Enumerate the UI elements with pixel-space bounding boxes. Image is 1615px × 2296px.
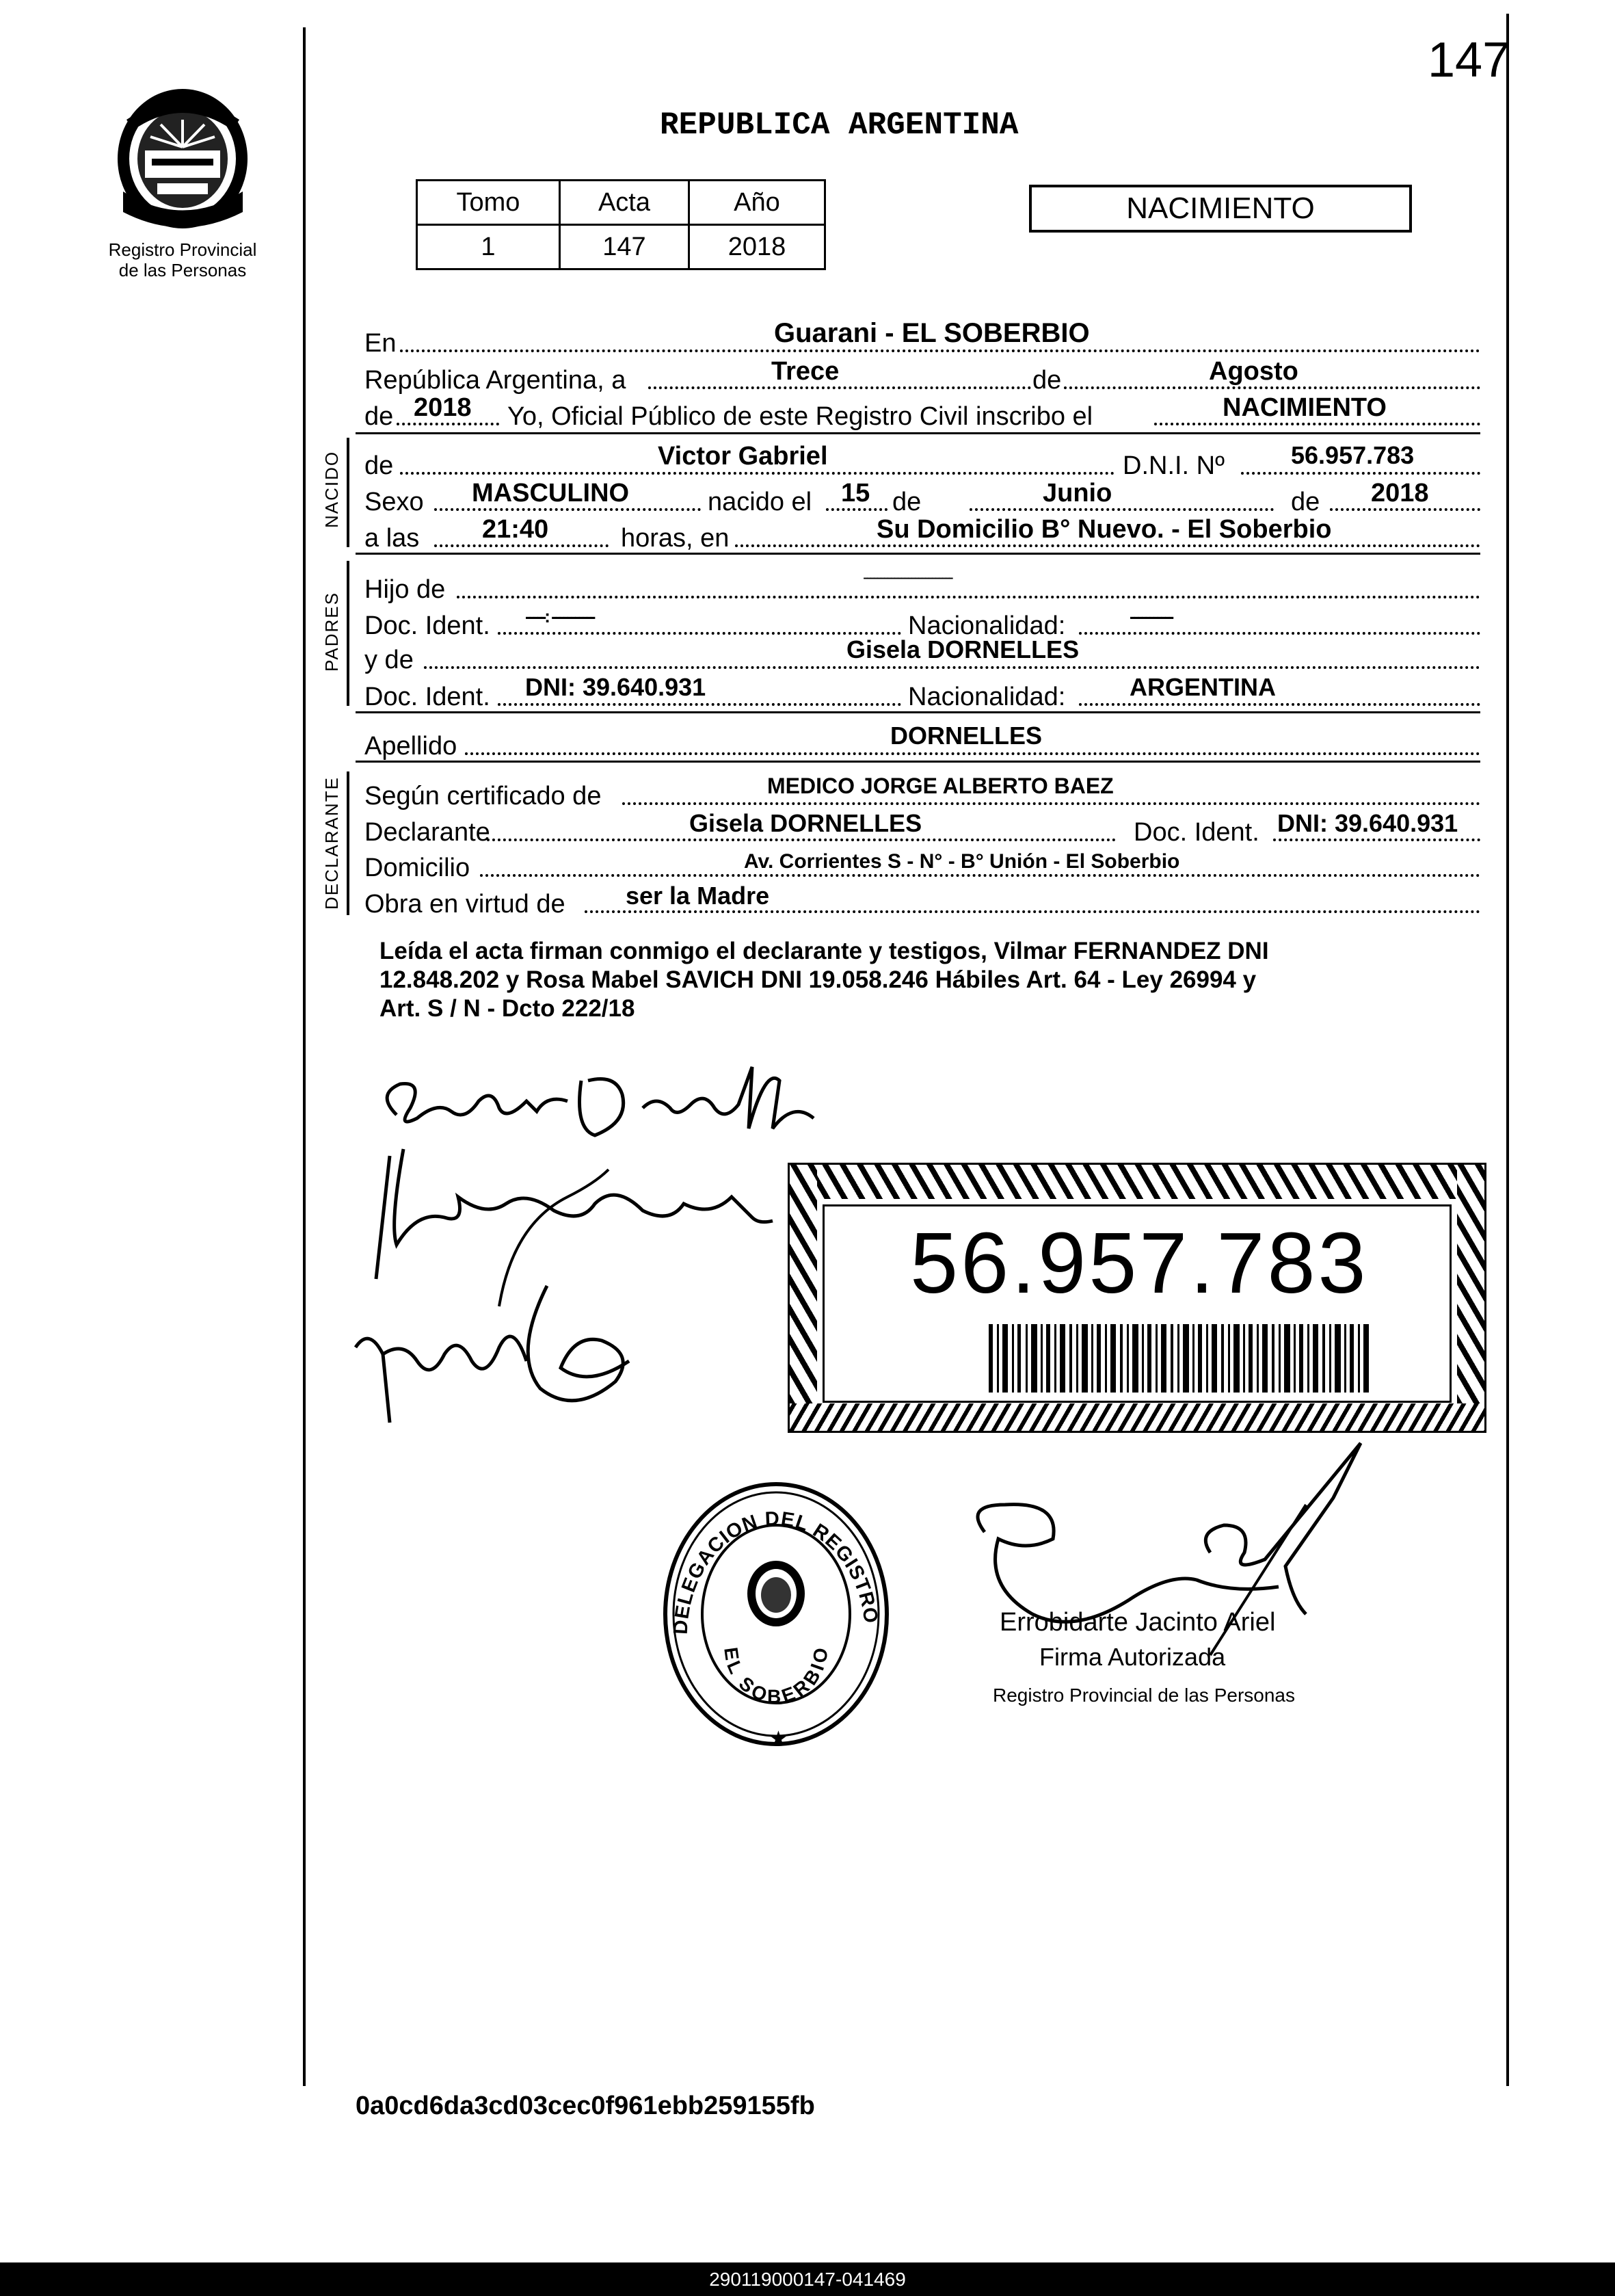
document-type: NACIMIENTO [1126, 192, 1315, 225]
dots-sexo [434, 508, 701, 511]
value-nombre: Victor Gabriel [658, 442, 828, 471]
register-value-row [417, 225, 825, 269]
dots-anio [397, 423, 499, 425]
section-bar-declarante [347, 771, 349, 915]
label-hijo-de: Hijo de [364, 575, 446, 604]
value-dia: Trece [771, 357, 840, 386]
dots-padre-doc [498, 632, 901, 635]
sticker-pattern-left [790, 1165, 817, 1433]
value-nac-mes: Junio [1043, 479, 1112, 507]
value-madre-nac: ARGENTINA [1130, 673, 1276, 701]
barcode-icon [989, 1324, 1372, 1393]
page-number: 147 [1428, 33, 1510, 88]
document-hash: 0a0cd6da3cd03cec0f961ebb259155fb [356, 2092, 815, 2120]
value-declarante-doc: DNI: 39.640.931 [1277, 809, 1458, 837]
dots-declarante [487, 839, 1116, 841]
value-domicilio: Av. Corrientes S - N° - B° Unión - El Soberbio [744, 850, 1180, 873]
left-margin-line [303, 27, 306, 2086]
closing-line2: 12.848.202 y Rosa Mabel SAVICH DNI 19.058.246 Hábiles Art. 64 - Ley 26994 y [379, 966, 1257, 993]
label-doc-ident-madre: Doc. Ident. [364, 683, 490, 711]
divider-3 [356, 711, 1480, 713]
value-anio: 2018 [414, 393, 472, 422]
dots-madre [424, 666, 1480, 669]
official-seal [660, 1477, 892, 1751]
sticker-dni-number: 56.957.783 [910, 1215, 1369, 1311]
divider-4 [356, 761, 1480, 763]
sticker-inner [823, 1204, 1452, 1403]
label-segun-certificado: Según certificado de [364, 782, 602, 810]
value-padre-nac: ----------- [1130, 606, 1173, 626]
right-margin-line [1506, 14, 1509, 2086]
signature-declarante [369, 1053, 862, 1156]
footer-bar [0, 2262, 1615, 2296]
label-de-year: de [364, 402, 394, 431]
divider-1 [356, 432, 1480, 434]
label-sexo: Sexo [364, 488, 424, 516]
value-certificado: MEDICO JORGE ALBERTO BAEZ [767, 774, 1114, 798]
dots-certificado [622, 802, 1480, 805]
dots-acto [1154, 423, 1480, 425]
label-doc-ident-declarante: Doc. Ident. [1134, 818, 1259, 847]
seal-icon [660, 1477, 892, 1751]
label-nacionalidad-padre: Nacionalidad: [908, 611, 1066, 640]
label-yo-oficial: Yo, Oficial Público de este Registro Civil inscribo el [507, 402, 1093, 431]
official-title: Firma Autorizada [1039, 1643, 1226, 1671]
dots-padre [457, 596, 1480, 598]
sticker-pattern-bottom [790, 1403, 1486, 1431]
dots-hora [434, 544, 609, 547]
dots-padre-nac [1079, 632, 1480, 635]
label-de-nac-mes: de [892, 488, 922, 516]
value-mes: Agosto [1209, 357, 1298, 386]
dots-en [400, 349, 1480, 352]
label-de-mes: de [1032, 366, 1062, 395]
label-nacido-de: de [364, 451, 394, 480]
value-obra: ser la Madre [626, 882, 770, 910]
document-type-box [1029, 185, 1412, 233]
dots-lugar-nac [735, 544, 1480, 547]
official-org: Registro Provincial de las Personas [993, 1685, 1295, 1706]
label-nacido-el: nacido el [708, 488, 812, 516]
header-title: REPUBLICA ARGENTINA [660, 107, 1019, 143]
sticker-pattern-top [790, 1165, 1486, 1199]
value-nac-dia: 15 [841, 479, 870, 507]
star-icon: ★ [769, 1727, 788, 1751]
section-label-declarante: DECLARANTE [321, 776, 342, 910]
misiones-shield-icon [109, 82, 256, 236]
section-label-nacido: NACIDO [321, 450, 342, 528]
label-declarante: Declarante [364, 818, 490, 847]
section-label-padres: PADRES [321, 592, 342, 672]
value-hora: 21:40 [482, 515, 549, 544]
label-horas-en: horas, en [621, 524, 730, 553]
footer-code: 290119000147-041469 [709, 2269, 906, 2290]
register-value-tomo: 1 [417, 225, 560, 269]
value-sexo: MASCULINO [472, 479, 630, 507]
official-name: Errobidarte Jacinto Ariel [1000, 1608, 1276, 1637]
label-domicilio: Domicilio [364, 854, 470, 882]
register-value-anio: 2018 [689, 225, 825, 269]
dots-dia [648, 386, 1031, 389]
dots-apellido [465, 752, 1480, 755]
label-nacionalidad-madre: Nacionalidad: [908, 683, 1066, 711]
value-padre-doc: -----: ----------- [525, 606, 594, 626]
value-acto: NACIMIENTO [1223, 393, 1387, 422]
value-lugar-nac: Su Domicilio B° Nuevo. - El Soberbio [877, 515, 1332, 544]
label-en: En [364, 329, 397, 358]
value-nac-anio: 2018 [1371, 479, 1429, 507]
label-apellido: Apellido [364, 732, 457, 761]
logo-caption-line2: de las Personas [118, 260, 247, 280]
value-madre-doc: DNI: 39.640.931 [525, 673, 706, 701]
dots-nombre [400, 472, 1115, 475]
dots-nac-dia [826, 508, 887, 511]
divider-2 [356, 553, 1480, 555]
dots-madre-doc [498, 703, 901, 706]
svg-text:EL SOBERBIO [720, 1644, 832, 1707]
dots-nac-anio [1330, 508, 1480, 511]
dots-mes [1064, 386, 1480, 389]
seal-inner-text: EL SOBERBIO [720, 1643, 832, 1708]
value-apellido: DORNELLES [890, 722, 1043, 750]
value-madre: Gisela DORNELLES [846, 635, 1080, 663]
dots-nac-mes [970, 508, 1274, 511]
dni-sticker [788, 1163, 1486, 1433]
dots-dni [1241, 472, 1480, 475]
closing-line3: Art. S / N - Dcto 222/18 [379, 995, 635, 1022]
value-lugar: Guarani - EL SOBERBIO [774, 318, 1090, 348]
register-header-anio: Año [689, 181, 825, 225]
label-doc-ident-padre: Doc. Ident. [364, 611, 490, 640]
seal-outer-text: DELEGACION DEL REGISTRO [669, 1507, 882, 1635]
section-bar-padres [347, 561, 349, 706]
label-de-nac-anio: de [1291, 488, 1320, 516]
label-a-las: a las [364, 524, 420, 553]
province-logo [109, 82, 256, 236]
label-dni: D.N.I. Nº [1123, 451, 1225, 480]
register-header-acta: Acta [559, 181, 689, 225]
closing-line1: Leída el acta firman conmigo el declarante y testigos, Vilmar FERNANDEZ DNI [379, 938, 1269, 964]
sticker-pattern-right [1457, 1165, 1484, 1433]
section-bar-nacido [347, 438, 349, 547]
register-header-row [417, 181, 825, 225]
dots-madre-nac [1079, 703, 1480, 706]
logo-caption-line1: Registro Provincial [108, 239, 257, 260]
label-obra-en-virtud: Obra en virtud de [364, 890, 565, 919]
register-value-acta: 147 [559, 225, 689, 269]
value-dni: 56.957.783 [1291, 441, 1415, 469]
register-table [416, 179, 826, 270]
dots-declarante-doc [1273, 839, 1480, 841]
dots-domicilio [480, 874, 1480, 877]
signature-witness-2 [342, 1272, 670, 1443]
dots-obra [585, 910, 1480, 913]
value-declarante: Gisela DORNELLES [689, 809, 922, 837]
label-republica: República Argentina, a [364, 366, 626, 395]
label-y-de: y de [364, 646, 414, 674]
register-header-tomo: Tomo [417, 181, 560, 225]
value-padre: -------------------------- [863, 568, 952, 587]
